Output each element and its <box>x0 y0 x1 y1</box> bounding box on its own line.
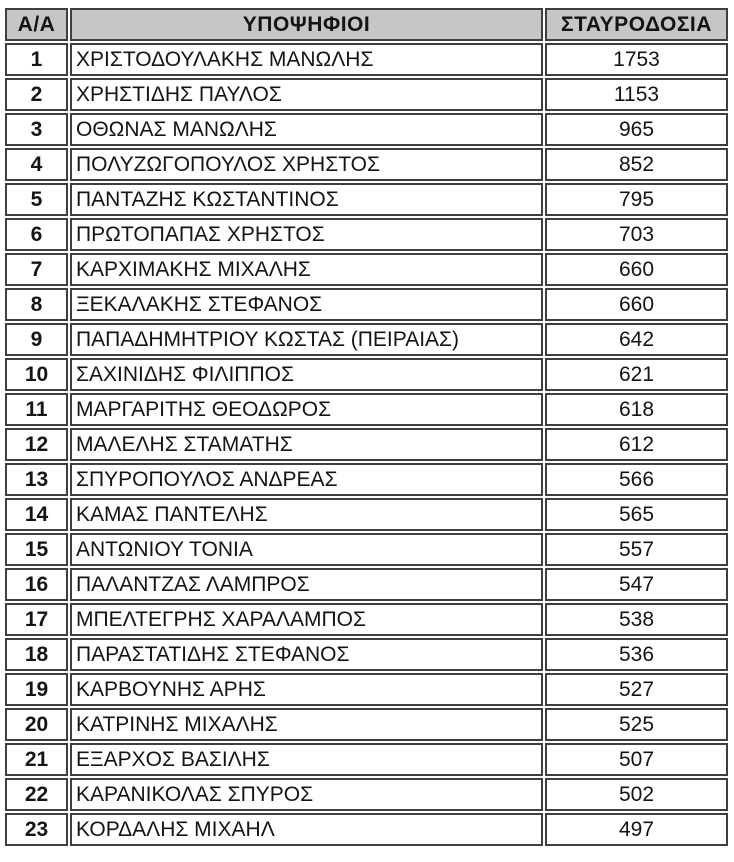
candidate-name-cell: ΚΑΡΧΙΜΑΚΗΣ ΜΙΧΑΛΗΣ <box>70 253 543 286</box>
row-number-cell: 1 <box>5 43 68 76</box>
table-row <box>5 78 728 111</box>
votes-cell: 965 <box>545 113 728 146</box>
row-number-cell: 23 <box>5 813 68 846</box>
table-row <box>5 393 728 426</box>
table-row <box>5 673 728 706</box>
candidate-name-cell: ΚΑΡΒΟΥΝΗΣ ΑΡΗΣ <box>70 673 543 706</box>
table-row <box>5 218 728 251</box>
row-number-cell: 11 <box>5 393 68 426</box>
candidate-name-cell: ΚΟΡΔΑΛΗΣ ΜΙΧΑΗΛ <box>70 813 543 846</box>
candidate-name-cell: ΠΑΝΤΑΖΗΣ ΚΩΣΤΑΝΤΙΝΟΣ <box>70 183 543 216</box>
votes-cell: 618 <box>545 393 728 426</box>
row-number-cell: 7 <box>5 253 68 286</box>
table-row <box>5 113 728 146</box>
row-number-cell: 19 <box>5 673 68 706</box>
table-body <box>5 43 728 846</box>
votes-cell: 795 <box>545 183 728 216</box>
table-row <box>5 183 728 216</box>
candidate-name-cell: ΟΘΩΝΑΣ ΜΑΝΩΛΗΣ <box>70 113 543 146</box>
row-number-cell: 16 <box>5 568 68 601</box>
table-row <box>5 148 728 181</box>
votes-cell: 642 <box>545 323 728 356</box>
votes-cell: 852 <box>545 148 728 181</box>
row-number-cell: 15 <box>5 533 68 566</box>
candidate-name-cell: ΠΡΩΤΟΠΑΠΑΣ ΧΡΗΣΤΟΣ <box>70 218 543 251</box>
table-row <box>5 358 728 391</box>
row-number-cell: 10 <box>5 358 68 391</box>
row-number-cell: 3 <box>5 113 68 146</box>
candidate-name-cell: ΜΑΡΓΑΡΙΤΗΣ ΘΕΟΔΩΡΟΣ <box>70 393 543 426</box>
votes-cell: 565 <box>545 498 728 531</box>
votes-cell: 703 <box>545 218 728 251</box>
candidate-name-cell: ΠΑΠΑΔΗΜΗΤΡΙΟΥ ΚΩΣΤΑΣ (ΠΕΙΡΑΙΑΣ) <box>70 323 543 356</box>
table-row <box>5 463 728 496</box>
row-number-cell: 20 <box>5 708 68 741</box>
candidate-name-cell: ΣΑΧΙΝΙΔΗΣ ΦΙΛΙΠΠΟΣ <box>70 358 543 391</box>
header-cell-aa: Α/Α <box>5 8 68 41</box>
table-row <box>5 498 728 531</box>
candidate-name-cell: ΣΠΥΡΟΠΟΥΛΟΣ ΑΝΔΡΕΑΣ <box>70 463 543 496</box>
row-number-cell: 22 <box>5 778 68 811</box>
row-number-cell: 18 <box>5 638 68 671</box>
votes-cell: 1753 <box>545 43 728 76</box>
candidate-name-cell: ΠΑΛΑΝΤΖΑΣ ΛΑΜΠΡΟΣ <box>70 568 543 601</box>
votes-cell: 507 <box>545 743 728 776</box>
table-row <box>5 778 728 811</box>
candidate-name-cell: ΞΕΚΑΛΑΚΗΣ ΣΤΕΦΑΝΟΣ <box>70 288 543 321</box>
votes-cell: 612 <box>545 428 728 461</box>
votes-cell: 502 <box>545 778 728 811</box>
candidate-name-cell: ΜΑΛΕΛΗΣ ΣΤΑΜΑΤΗΣ <box>70 428 543 461</box>
votes-cell: 547 <box>545 568 728 601</box>
row-number-cell: 5 <box>5 183 68 216</box>
candidate-name-cell: ΠΟΛΥΖΩΓΟΠΟΥΛΟΣ ΧΡΗΣΤΟΣ <box>70 148 543 181</box>
row-number-cell: 9 <box>5 323 68 356</box>
candidate-name-cell: ΚΑΜΑΣ ΠΑΝΤΕΛΗΣ <box>70 498 543 531</box>
candidate-name-cell: ΕΞΑΡΧΟΣ ΒΑΣΙΛΗΣ <box>70 743 543 776</box>
row-number-cell: 14 <box>5 498 68 531</box>
votes-cell: 660 <box>545 253 728 286</box>
row-number-cell: 21 <box>5 743 68 776</box>
table-row <box>5 253 728 286</box>
votes-cell: 497 <box>545 813 728 846</box>
candidate-name-cell: ΑΝΤΩΝΙΟΥ ΤΟΝΙΑ <box>70 533 543 566</box>
results-table <box>3 6 730 848</box>
table-row <box>5 288 728 321</box>
table-row <box>5 603 728 636</box>
header-row <box>5 8 728 41</box>
candidate-name-cell: ΧΡΗΣΤΙΔΗΣ ΠΑΥΛΟΣ <box>70 78 543 111</box>
table-row <box>5 428 728 461</box>
row-number-cell: 13 <box>5 463 68 496</box>
candidate-name-cell: ΚΑΡΑΝΙΚΟΛΑΣ ΣΠΥΡΟΣ <box>70 778 543 811</box>
row-number-cell: 17 <box>5 603 68 636</box>
votes-cell: 527 <box>545 673 728 706</box>
row-number-cell: 12 <box>5 428 68 461</box>
votes-cell: 660 <box>545 288 728 321</box>
table-row <box>5 743 728 776</box>
table-row <box>5 323 728 356</box>
table-row <box>5 568 728 601</box>
candidate-name-cell: ΧΡΙΣΤΟΔΟΥΛΑΚΗΣ ΜΑΝΩΛΗΣ <box>70 43 543 76</box>
candidate-name-cell: ΠΑΡΑΣΤΑΤΙΔΗΣ ΣΤΕΦΑΝΟΣ <box>70 638 543 671</box>
candidate-name-cell: ΜΠΕΛΤΕΓΡΗΣ ΧΑΡΑΛΑΜΠΟΣ <box>70 603 543 636</box>
table-row <box>5 638 728 671</box>
table-row <box>5 708 728 741</box>
header-cell-votes: ΣΤΑΥΡΟΔΟΣΙΑ <box>545 8 728 41</box>
header-cell-candidates: ΥΠΟΨΗΦΙΟΙ <box>70 8 543 41</box>
row-number-cell: 6 <box>5 218 68 251</box>
votes-cell: 566 <box>545 463 728 496</box>
row-number-cell: 2 <box>5 78 68 111</box>
table-header <box>5 8 728 41</box>
votes-cell: 536 <box>545 638 728 671</box>
table-row <box>5 43 728 76</box>
votes-cell: 525 <box>545 708 728 741</box>
votes-cell: 538 <box>545 603 728 636</box>
row-number-cell: 8 <box>5 288 68 321</box>
table-row <box>5 533 728 566</box>
candidate-name-cell: ΚΑΤΡΙΝΗΣ ΜΙΧΑΛΗΣ <box>70 708 543 741</box>
row-number-cell: 4 <box>5 148 68 181</box>
votes-cell: 557 <box>545 533 728 566</box>
table-row <box>5 813 728 846</box>
votes-cell: 621 <box>545 358 728 391</box>
votes-cell: 1153 <box>545 78 728 111</box>
